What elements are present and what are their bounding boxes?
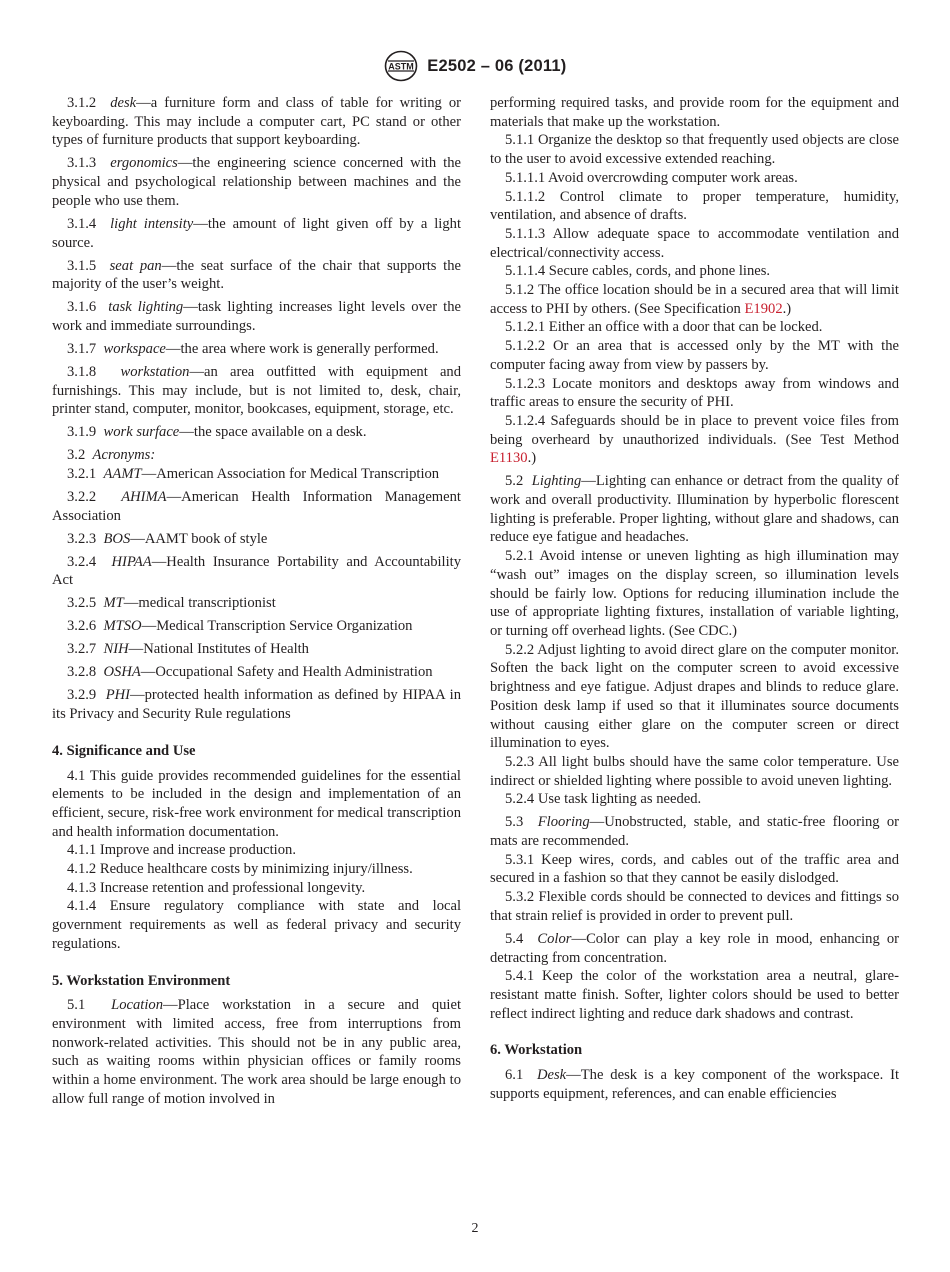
paragraph-3-2-4: 3.2.4 HIPAA—Health Insurance Portability and Accountability Act: [52, 553, 462, 589]
paragraph-5-2-2: 5.2.2 Adjust lighting to avoid direct glare on the computer monitor. Soften the back light on the computer screen to avoid excessive brightness and eye fatigue. Adjust drapes and blinds to reduce glare. Position desk lamp if used so that it illuminates source documents without causing either glare on the computer screen or direct illumination to eyes.: [490, 641, 899, 752]
paragraph-3-1-4: 3.1.4 light intensity—the amount of light given off by a light source.: [52, 215, 462, 251]
paragraph-5-3: 5.3 Flooring—Unobstructed, stable, and static-free flooring or mats are recommended.: [490, 814, 899, 850]
section-heading-6: 6. Workstation: [490, 1042, 583, 1059]
paragraph-5-1-2-3: 5.1.2.3 Locate monitors and desktops away from windows and traffic areas to ensure the security of PHI.: [490, 375, 899, 411]
paragraph-4-1-3: 4.1.3 Increase retention and professional longevity.: [67, 879, 366, 896]
paragraph-3-1-9: 3.1.9 work surface—the space available on a desk.: [67, 424, 367, 441]
paragraph-5-1-1-1: 5.1.1.1 Avoid overcrowding computer work areas.: [505, 169, 798, 186]
paragraph-3-2-3: 3.2.3 BOS—AAMT book of style: [67, 530, 268, 547]
paragraph-5-1-2: 5.1.2 The office location should be in a secured area that will limit access to PHI by others. (See Specification E1902.): [490, 282, 899, 317]
document-code: E2502 – 06 (2011): [427, 56, 567, 75]
paragraph-3-1-7: 3.1.7 workspace—the area where work is generally performed.: [67, 340, 439, 357]
paragraph-5-2-4: 5.2.4 Use task lighting as needed.: [505, 791, 702, 808]
paragraph-3-2: 3.2 Acronyms:: [67, 447, 156, 464]
paragraph-5-1-1-2: 5.1.1.2 Control climate to proper temperature, humidity, ventilation, and absence of drafts.: [490, 188, 899, 224]
paragraph-4-1-1: 4.1.1 Improve and increase production.: [67, 842, 296, 859]
paragraph-3-1-8: 3.1.8 workstation—an area outfitted with equipment and furnishings. This may include, but is not limited to, desk, chair, printer stand, computer, monitor, bookcases, equipment, storage, etc.: [52, 363, 462, 418]
paragraph-5-1-1-4: 5.1.1.4 Secure cables, cords, and phone lines.: [505, 263, 771, 280]
paragraph-5-4: 5.4 Color—Color can play a key role in mood, enhancing or detracting from concentration.: [490, 930, 899, 966]
page-number: 2: [471, 1221, 479, 1236]
paragraph-5-1-2-4: 5.1.2.4 Safeguards should be in place to prevent voice files from being overheard by unauthorized individuals. (See Test Method E1130.): [490, 412, 899, 467]
paragraph-3-2-9: 3.2.9 PHI—protected health information as defined by HIPAA in its Privacy and Security Rule regulations: [52, 687, 462, 723]
paragraph-3-1-6: 3.1.6 task lighting—task lighting increases light levels over the work and immediate surroundings.: [52, 299, 461, 334]
paragraph-5-2-3: 5.2.3 All light bulbs should have the same color temperature. Use indirect or shielded lighting where possible to avoid uneven lighting.: [490, 753, 899, 789]
paragraph-3-2-7: 3.2.7 NIH—National Institutes of Health: [67, 641, 309, 658]
paragraph-3-1-3: 3.1.3 ergonomics—the engineering science concerned with the physical and psychological relationship between machines and the people who use them.: [52, 155, 461, 209]
page-header: [0, 50, 950, 82]
paragraph-5-1-1-3: 5.1.1.3 Allow adequate space to accommodate ventilation and electrical/connectivity access.: [490, 225, 899, 261]
paragraph-5-1-2-1: 5.1.2.1 Either an office with a door that can be locked.: [505, 319, 823, 336]
paragraph-3-1-5: 3.1.5 seat pan—the seat surface of the chair that supports the majority of the user’s weight.: [52, 257, 461, 293]
paragraph-5-1: 5.1 Location—Place workstation in a secure and quiet environment with limited access, free from interruptions from nonwork-related activities. This should not be in any public area, such as waiting rooms within physician offices or family rooms within a home environment. The work area should be large enough to allow full range of motion involved in: [52, 997, 462, 1107]
paragraph-5-2-1: 5.2.1 Avoid intense or uneven lighting as high illumination may “wash out” images on the display screen, so illumination levels should be fairly low. Options for reducing illumination include the use of appropriate lighting fixtures, installation of variable lighting, or turning off overhead lights. (See CDC.): [490, 548, 899, 639]
paragraph-3-2-2: 3.2.2 AHIMA—American Health Information Management Association: [52, 489, 461, 524]
paragraph-3-1-2: 3.1.2 desk—a furniture form and class of table for writing or keyboarding. This may include a computer cart, PC stand or other types of furniture products that support keyboarding.: [52, 95, 461, 149]
link-e1130[interactable]: E1130: [490, 450, 528, 467]
paragraph-3-2-5: 3.2.5 MT—medical transcriptionist: [67, 595, 276, 612]
paragraph-6-1: 6.1 Desk—The desk is a key component of the workspace. It supports equipment, references, and can enable efficiencies: [490, 1067, 899, 1102]
paragraph-5-1-1: 5.1.1 Organize the desktop so that frequently used objects are close to the user to avoid excessive extended reaching.: [490, 132, 899, 168]
paragraph-4-1: 4.1 This guide provides recommended guidelines for the essential elements to be included in the design and implementation of an efficient, secure, risk-free work environment for medical transcription and health information documentation.: [52, 767, 461, 840]
paragraph-3-2-8: 3.2.8 OSHA—Occupational Safety and Health Administration: [67, 664, 433, 681]
paragraph-4-1-4: 4.1.4 Ensure regulatory compliance with state and local government requirements as well as federal privacy and security regulations.: [52, 898, 461, 952]
paragraph-5-1-continued: performing required tasks, and provide room for the equipment and materials that make up the workstation.: [490, 95, 899, 130]
paragraph-5-3-1: 5.3.1 Keep wires, cords, and cables out of the traffic area and secured in a fashion so that they cannot be easily dislodged.: [490, 851, 899, 887]
paragraph-5-2: 5.2 Lighting—Lighting can enhance or detract from the quality of work and overall productivity. Illumination by hyperbolic florescent lighting is preferable. Proper lighting, without glare and shadows, can reduce eye fatigue and headaches.: [490, 473, 900, 546]
logo-text: ASTM: [387, 61, 414, 72]
paragraph-5-3-2: 5.3.2 Flexible cords should be connected to devices and fittings so that strain relief is provided in order to prevent pull.: [490, 889, 899, 924]
section-heading-4: 4. Significance and Use: [52, 742, 196, 759]
paragraph-4-1-2: 4.1.2 Reduce healthcare costs by minimizing injury/illness.: [67, 861, 413, 878]
paragraph-5-1-2-2: 5.1.2.2 Or an area that is accessed only by the MT with the computer facing away from view by passers by.: [490, 338, 899, 373]
astm-logo-icon: [384, 50, 418, 82]
left-column: [52, 94, 461, 1109]
right-column: [490, 94, 899, 1103]
link-e1902[interactable]: E1902: [744, 300, 783, 317]
paragraph-5-4-1: 5.4.1 Keep the color of the workstation area a neutral, glare-resistant matte finish. Softer, lighter colors should be used to better reflect indirect lighting and reduce dark shadows and contrast.: [490, 968, 899, 1022]
paragraph-3-2-1: 3.2.1 AAMT—American Association for Medical Transcription: [67, 466, 440, 483]
paragraph-3-2-6: 3.2.6 MTSO—Medical Transcription Service Organization: [67, 618, 413, 635]
section-heading-5: 5. Workstation Environment: [52, 972, 231, 989]
